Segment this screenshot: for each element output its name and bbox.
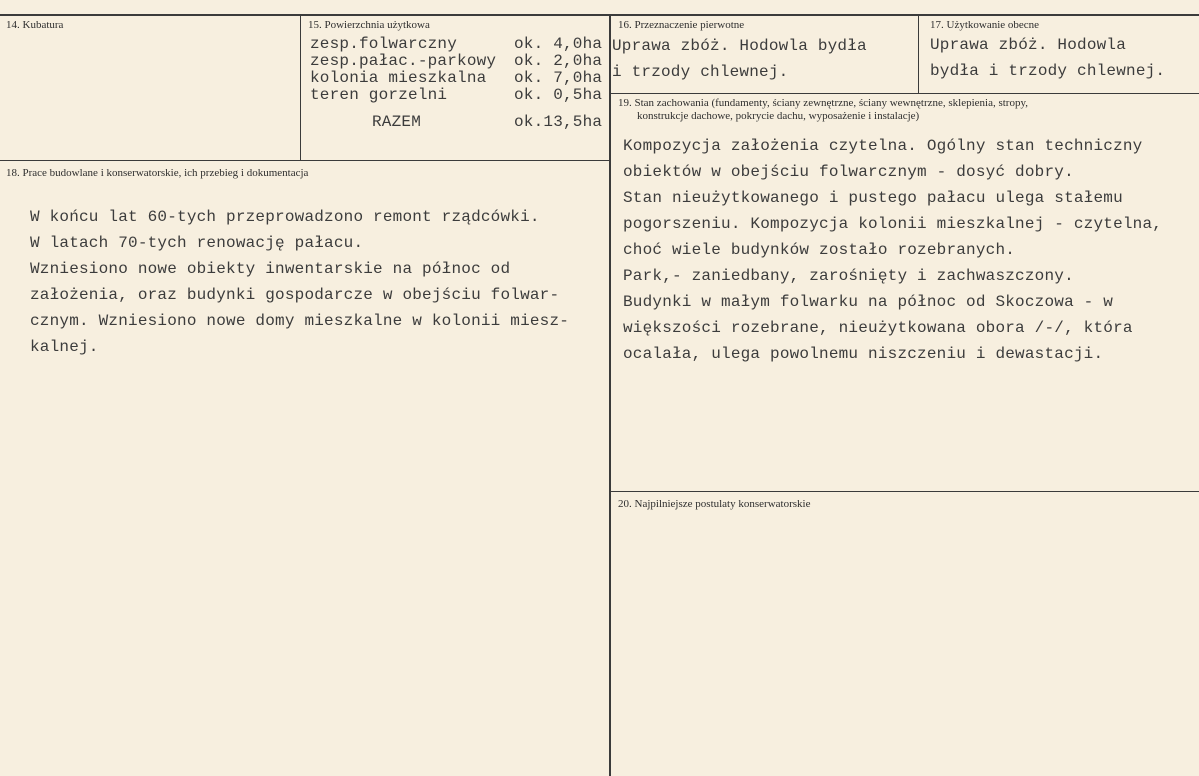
text-line: obiektów w obejściu folwarcznym - dosyć dobry. [623, 163, 1074, 181]
text-line: kalnej. [30, 338, 99, 356]
field-19-label-cont: konstrukcje dachowe, pokrycie dachu, wyposażenie i instalacje) [637, 110, 920, 122]
field-19-text [623, 133, 1162, 367]
field-20-label: 20. Najpilniejsze postulaty konserwatorskie [618, 498, 811, 510]
area-value: ok. 4,0ha [514, 35, 603, 53]
text-line: Kompozycja założenia czytelna. Ogólny stan techniczny [623, 137, 1143, 155]
field-18-text [30, 204, 569, 360]
divider-16-17 [918, 14, 919, 94]
field-16-label: 16. Przeznaczenie pierwotne [618, 19, 745, 31]
area-name: teren gorzelni [310, 86, 448, 104]
area-row [310, 52, 496, 70]
field-19-label: 19. Stan zachowania (fundamenty, ściany zewnętrzne, ściany wewnętrzne, sklepienia, stropy, [618, 97, 1029, 109]
area-row [310, 35, 457, 53]
text-line: pogorszeniu. Kompozycja kolonii mieszkalnej - czytelna, [623, 215, 1163, 233]
text-line: W końcu lat 60-tych przeprowadzono remont rządcówki. [30, 208, 540, 226]
field-16-line: Uprawa zbóż. Hodowla bydła [612, 37, 867, 55]
area-value: ok. 2,0ha [514, 52, 603, 70]
text-line: W latach 70-tych renowację pałacu. [30, 234, 364, 252]
field-18-label: 18. Prace budowlane i konserwatorskie, ich przebieg i dokumentacja [6, 167, 309, 179]
text-line: ocalała, ulega powolnemu niszczeniu i dewastacji. [623, 345, 1104, 363]
field-15-label: 15. Powierzchnia użytkowa [308, 19, 430, 31]
divider-19-20 [610, 491, 1199, 492]
divider-right-upper-bottom [610, 93, 1199, 94]
field-14-label: 14. Kubatura [6, 19, 64, 31]
field-17-line: Uprawa zbóż. Hodowla [930, 36, 1127, 54]
center-divider [609, 14, 611, 776]
field-17-label: 17. Użytkowanie obecne [930, 19, 1040, 31]
text-line: Wzniesiono nowe obiekty inwentarskie na północ od [30, 260, 511, 278]
field-16-line: i trzody chlewnej. [612, 63, 789, 81]
text-line: Park,- zaniedbany, zarośnięty i zachwaszczony. [623, 267, 1074, 285]
text-line: Stan nieużytkowanego i pustego pałacu ulega stałemu [623, 189, 1123, 207]
divider-left-upper-bottom [0, 160, 610, 161]
text-line: choć wiele budynków zostało rozebranych. [623, 241, 1016, 259]
field-17-line: bydła i trzody chlewnej. [930, 62, 1166, 80]
area-row [310, 86, 447, 104]
top-border [0, 14, 1199, 16]
text-line: Budynki w małym folwarku na północ od Skoczowa - w [623, 293, 1114, 311]
area-value: ok. 0,5ha [514, 86, 603, 104]
text-line: większości rozebrane, nieużytkowana obora /-/, która [623, 319, 1133, 337]
divider-14-15 [300, 14, 301, 160]
area-name: kolonia mieszkalna [310, 69, 487, 87]
area-name: zesp.pałac.-parkowy [310, 52, 497, 70]
area-total-value: ok.13,5ha [514, 113, 603, 131]
text-line: cznym. Wzniesiono nowe domy mieszkalne w kolonii miesz- [30, 312, 570, 330]
area-total-label: RAZEM [372, 113, 422, 131]
area-value: ok. 7,0ha [514, 69, 603, 87]
area-name: zesp.folwarczny [310, 35, 458, 53]
text-line: założenia, oraz budynki gospodarcze w obejściu folwar- [30, 286, 560, 304]
area-row [310, 69, 486, 87]
